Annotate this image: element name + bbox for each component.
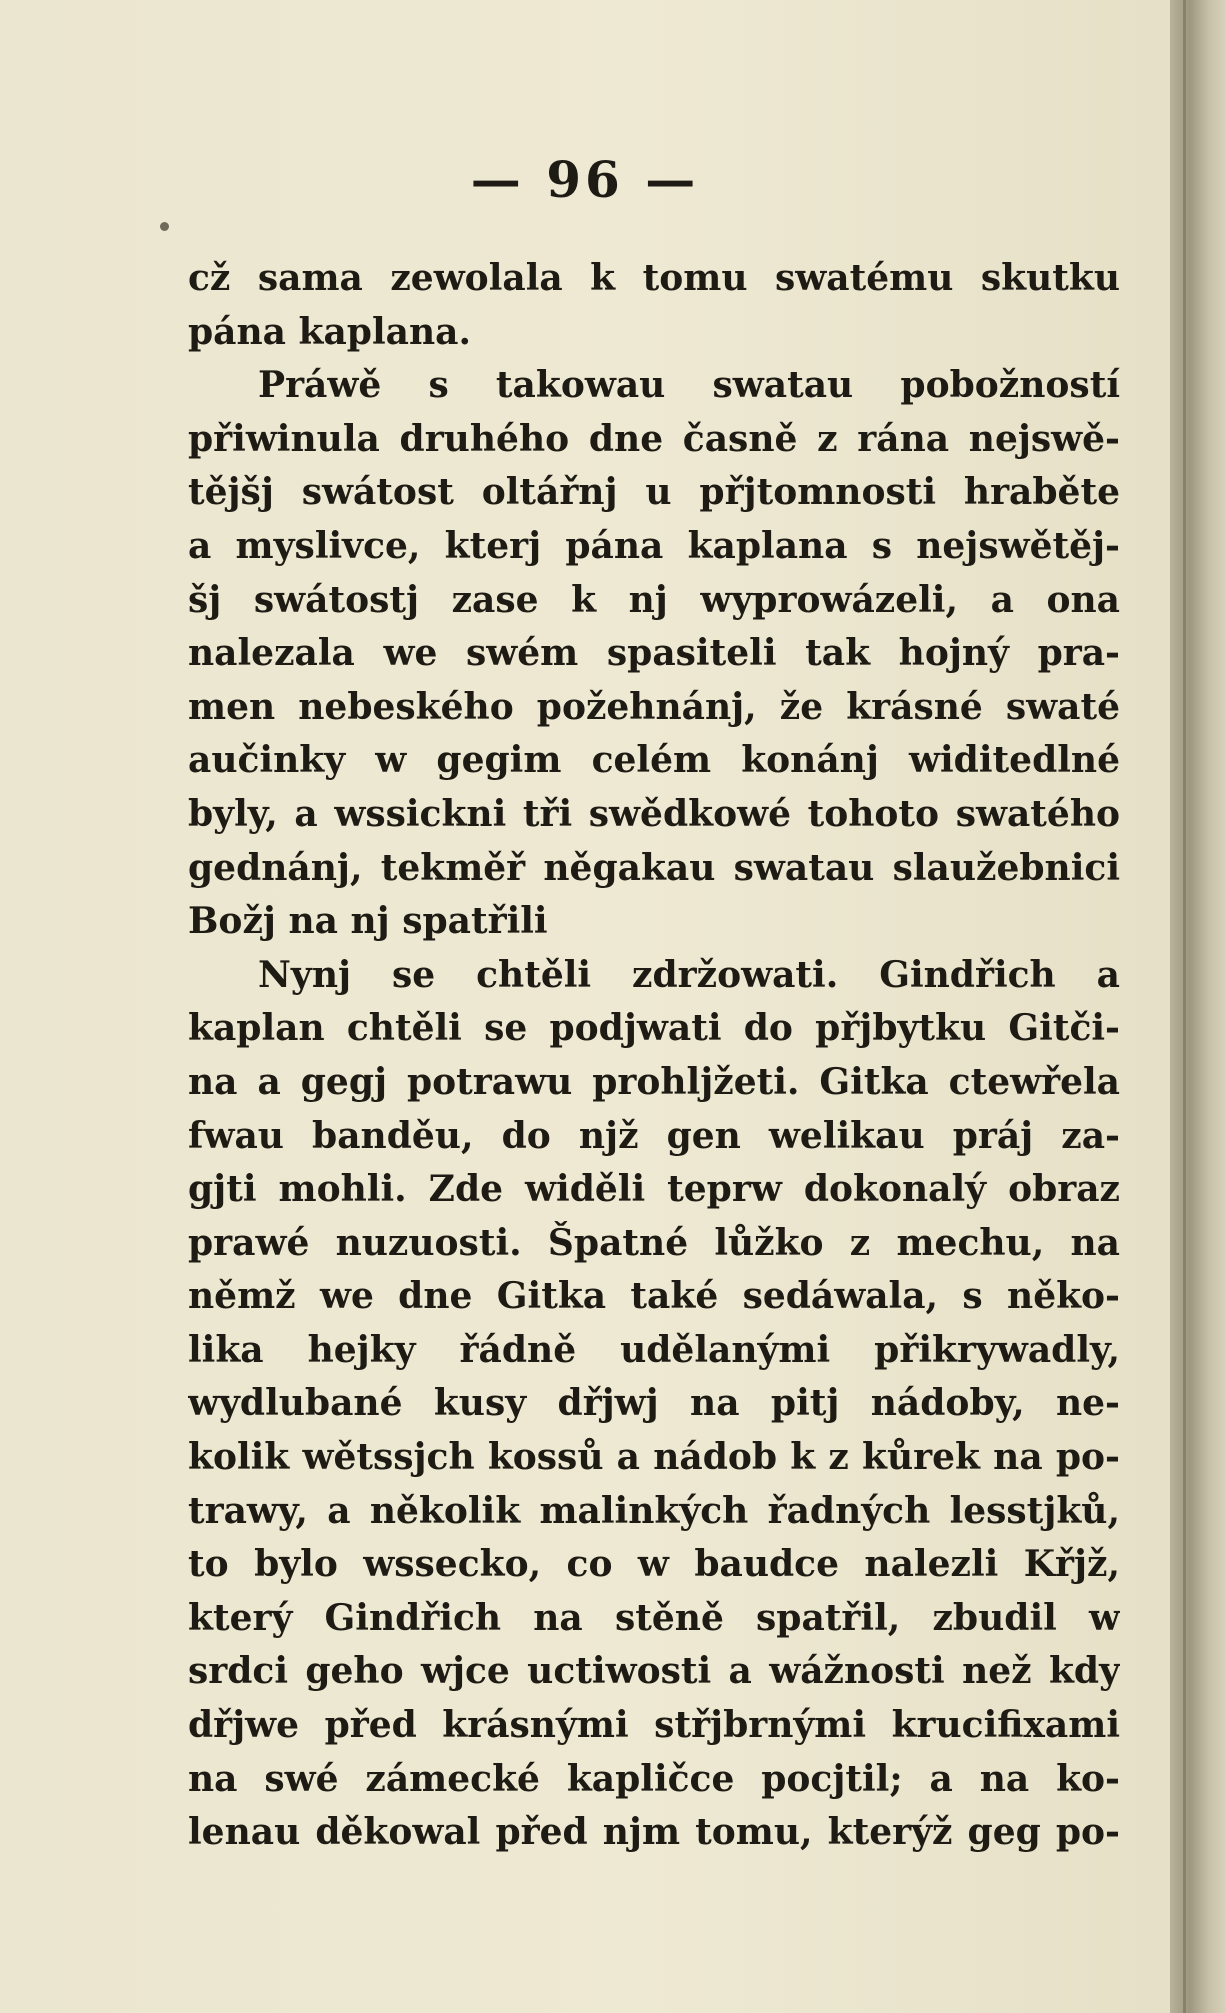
text-line: lenau děkowal před njm tomu, kterýž geg po- [188, 1811, 1120, 1854]
text-line: byly, a wssickni tři swědkowé tohoto swatého [188, 792, 1120, 835]
text-line: pána kaplana. [188, 310, 472, 353]
text-line: kaplan chtěli se podjwati do přjbytku Gitči- [188, 1007, 1120, 1050]
text-line: to bylo wssecko, co w baudce nalezli Křjž, [188, 1543, 1120, 1586]
text-line: fwau banděu, do njž gen welikau práj za- [188, 1114, 1120, 1157]
text-line: aučinky w gegim celém konánj widitedlné [188, 739, 1120, 782]
text-line: Nynj se chtěli zdržowati. Gindřich a [258, 953, 1120, 996]
text-line: na swé zámecké kapličce pocjtil; a na ko- [188, 1757, 1120, 1800]
text-line: Božj na nj spatřili [188, 900, 548, 943]
text-line: němž we dne Gitka také sedáwala, s něko- [188, 1275, 1120, 1318]
text-line: men nebeského požehnánj, že krásné swaté [188, 685, 1120, 728]
text-line: nalezala we swém spasiteli tak hojný pra- [188, 632, 1120, 675]
text-line: dřjwe před krásnými střjbrnými krucifixami [188, 1704, 1120, 1747]
book-binding [1170, 0, 1226, 2013]
text-line: trawy, a několik malinkých řadných lesstjků, [188, 1489, 1120, 1532]
page-number: — 96 — [470, 150, 700, 209]
text-line: prawé nuzuosti. Špatné lůžko z mechu, na [188, 1221, 1120, 1264]
text-line: gjti mohli. Zde widěli teprw dokonalý obraz [188, 1168, 1120, 1211]
text-line: wydlubané kusy dřjwj na pitj nádoby, ne- [188, 1382, 1120, 1425]
text-line: tějšj swátost oltářnj u přjtomnosti hraběte [188, 471, 1120, 514]
text-line: kolik wětssjch kossů a nádob k z kůrek na po- [188, 1436, 1120, 1479]
text-line: gednánj, tekměř něgakau swatau slaužebnici [188, 846, 1120, 889]
text-line: lika hejky řádně udělanými přikrywadly, [188, 1328, 1120, 1371]
text-line: srdci geho wjce uctiwosti a wážnosti než kdy [188, 1650, 1120, 1693]
binding-edge [1183, 0, 1186, 2013]
text-line: přiwinula druhého dne časně z rána nejswě- [188, 417, 1120, 460]
text-line: cž sama zewolala k tomu swatému skutku [188, 257, 1120, 299]
text-line: Práwě s takowau swatau pobožností [258, 364, 1120, 407]
text-line: a myslivce, kterj pána kaplana s nejswětěj- [188, 524, 1120, 567]
text-line: šj swátostj zase k nj wyprowázeli, a ona [188, 578, 1120, 621]
ink-spot [160, 222, 169, 231]
body-text [188, 252, 1120, 1860]
text-line: na a gegj potrawu prohljžeti. Gitka ctewřela [188, 1060, 1120, 1103]
text-line: který Gindřich na stěně spatřil, zbudil w [188, 1596, 1120, 1639]
